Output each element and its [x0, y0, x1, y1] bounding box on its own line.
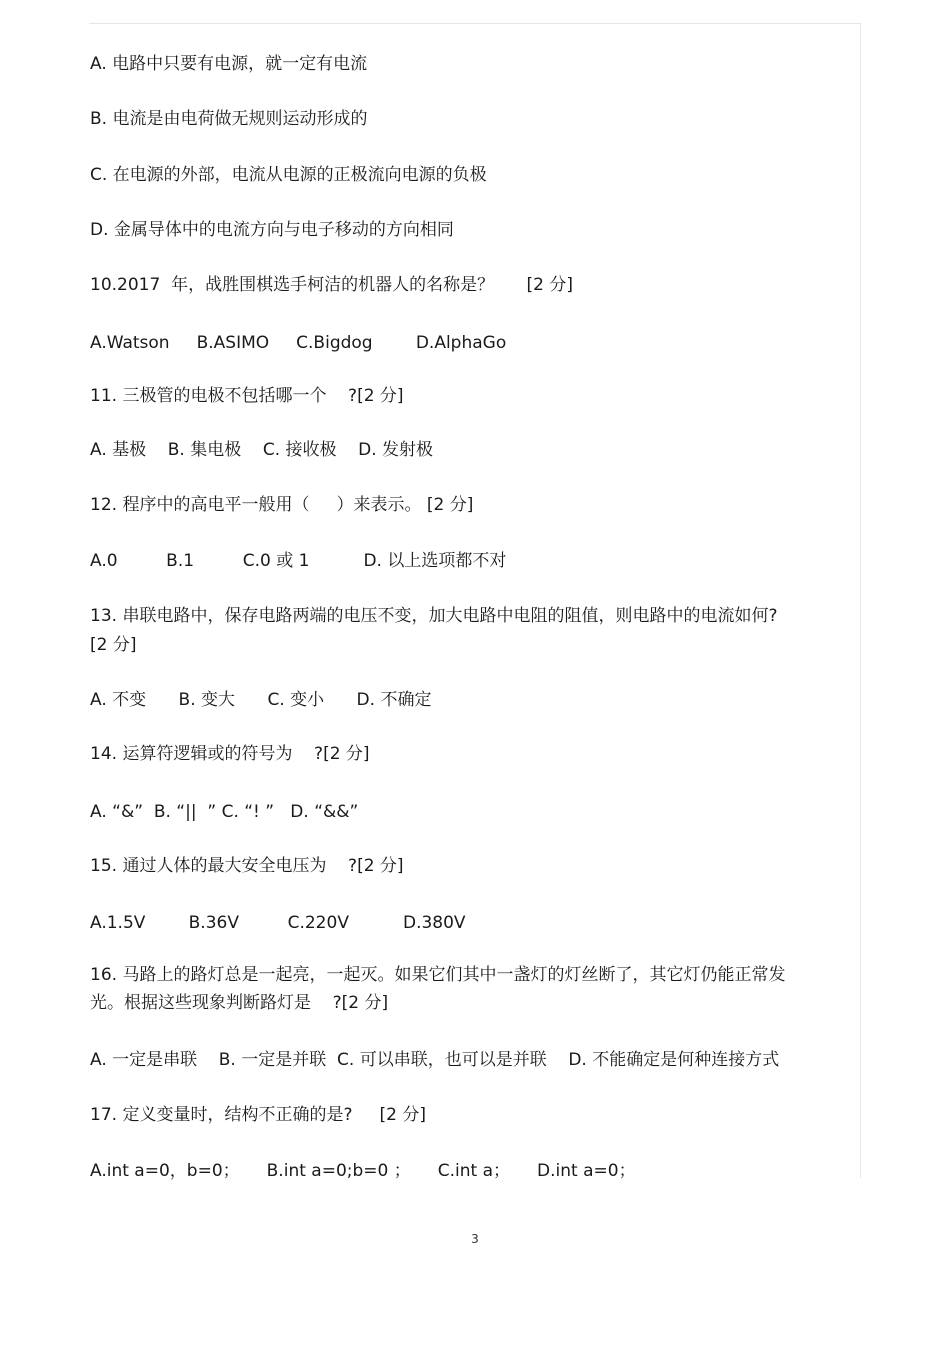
options-17: A.int a=0，b=0； B.int a=0;b=0 ； C.int a； D.int a=0；	[90, 1161, 636, 1181]
question-10: 10.2017 年，战胜围棋选手柯洁的机器人的名称是？ [2 分]	[90, 275, 574, 295]
question-15: 15. 通过人体的最大安全电压为 ?[2 分]	[90, 856, 404, 876]
question-14: 14. 运算符逻辑或的符号为 ?[2 分]	[90, 744, 370, 764]
options-16: A. 一定是串联 B. 一定是并联 C. 可以串联，也可以是并联 D. 不能确定是何种连接方式	[90, 1050, 780, 1070]
options-14: A. “&” B. “|| ” C. “! ” D. “&&”	[90, 802, 359, 822]
question-16-line1: 16. 马路上的路灯总是一起亮，一起灭。如果它们其中一盏灯的灯丝断了，其它灯仍能正常发	[90, 965, 786, 985]
question-13-line2: [2 分]	[90, 635, 137, 655]
options-10: A.Watson B.ASIMO C.Bigdog D.AlphaGo	[90, 333, 507, 353]
option-9b: B. 电流是由电荷做无规则运动形成的	[90, 109, 368, 129]
option-9d: D. 金属导体中的电流方向与电子移动的方向相同	[90, 220, 454, 240]
option-9c: C. 在电源的外部，电流从电源的正极流向电源的负极	[90, 165, 487, 185]
options-12: A.0 B.1 C.0 或 1 D. 以上选项都不对	[90, 551, 507, 571]
question-17: 17. 定义变量时，结构不正确的是? [2 分]	[90, 1105, 426, 1125]
page-frame-right	[860, 23, 861, 1178]
question-13-line1: 13. 串联电路中，保存电路两端的电压不变，加大电路中电阻的阻值，则电路中的电流如何?	[90, 606, 778, 626]
question-11: 11. 三极管的电极不包括哪一个 ?[2 分]	[90, 386, 404, 406]
page-frame-top	[89, 23, 861, 24]
options-15: A.1.5V B.36V C.220V D.380V	[90, 913, 466, 933]
options-13: A. 不变 B. 变大 C. 变小 D. 不确定	[90, 690, 432, 710]
options-11: A. 基极 B. 集电极 C. 接收极 D. 发射极	[90, 440, 434, 460]
option-9a: A. 电路中只要有电源，就一定有电流	[90, 54, 368, 74]
question-12: 12. 程序中的高电平一般用（ ）来表示。 [2 分]	[90, 495, 474, 515]
question-16-line2: 光。根据这些现象判断路灯是 ?[2 分]	[90, 993, 389, 1013]
page-number: 3	[471, 1232, 479, 1246]
